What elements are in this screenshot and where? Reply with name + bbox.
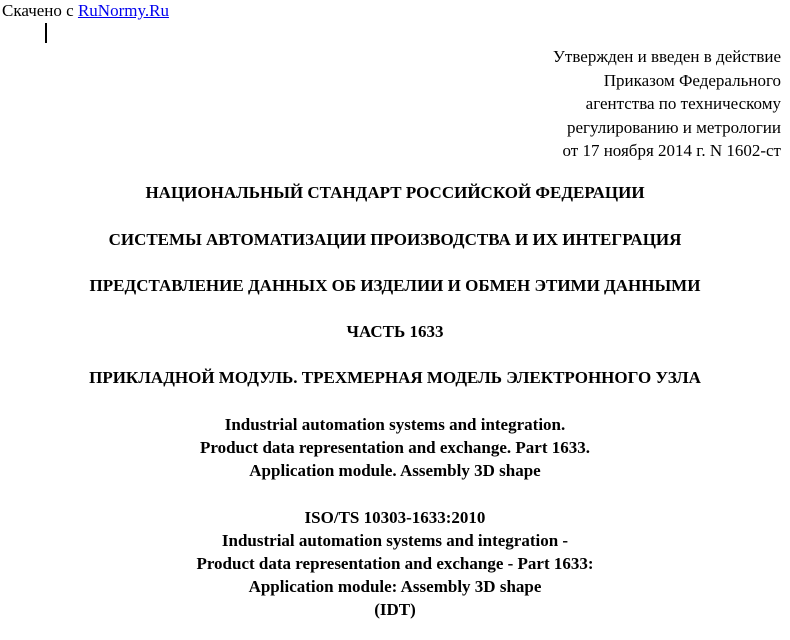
- module-heading: ПРИКЛАДНОЙ МОДУЛЬ. ТРЕХМЕРНАЯ МОДЕЛЬ ЭЛЕКТРОННОГО УЗЛА: [89, 368, 701, 387]
- iso-reference-line: Industrial automation systems and integration -: [221, 531, 569, 550]
- approval-line: от 17 ноября 2014 г. N 1602-ст: [562, 141, 781, 160]
- approval-line: регулированию и метрологии: [566, 117, 781, 137]
- approval-block: [553, 45, 781, 163]
- iso-reference-block: [0, 506, 790, 621]
- iso-reference-line: ISO/TS 10303-1633:2010: [304, 508, 486, 527]
- approval-line: Приказом Федерального: [603, 70, 781, 90]
- approval-line: Утвержден и введен в действие: [552, 47, 781, 66]
- source-line: [2, 1, 169, 21]
- series-heading: СИСТЕМЫ АВТОМАТИЗАЦИИ ПРОИЗВОДСТВА И ИХ ИНТЕГРАЦИЯ: [108, 230, 682, 249]
- runormy-link[interactable]: RuNormy.Ru: [77, 1, 169, 20]
- iso-reference-line: Application module: Assembly 3D shape: [248, 577, 542, 596]
- english-title-line: Product data representation and exchange. Part 1633.: [199, 438, 591, 457]
- iso-reference-line: (IDT): [374, 600, 416, 619]
- english-title-block: [0, 413, 790, 482]
- approval-line: агентства по техническому: [585, 94, 781, 113]
- subseries-heading: ПРЕДСТАВЛЕНИЕ ДАННЫХ ОБ ИЗДЕЛИИ И ОБМЕН ЭТИМИ ДАННЫМИ: [89, 276, 701, 295]
- english-title-line: Industrial automation systems and integration.: [224, 415, 566, 434]
- national-standard-heading: НАЦИОНАЛЬНЫЙ СТАНДАРТ РОССИЙСКОЙ ФЕДЕРАЦИИ: [145, 183, 645, 202]
- text-cursor: [45, 23, 47, 43]
- iso-reference-line: Product data representation and exchange - Part 1633:: [196, 554, 594, 573]
- part-heading: ЧАСТЬ 1633: [346, 322, 444, 341]
- source-prefix: Скачено с: [2, 1, 78, 20]
- english-title-line: Application module. Assembly 3D shape: [249, 461, 541, 480]
